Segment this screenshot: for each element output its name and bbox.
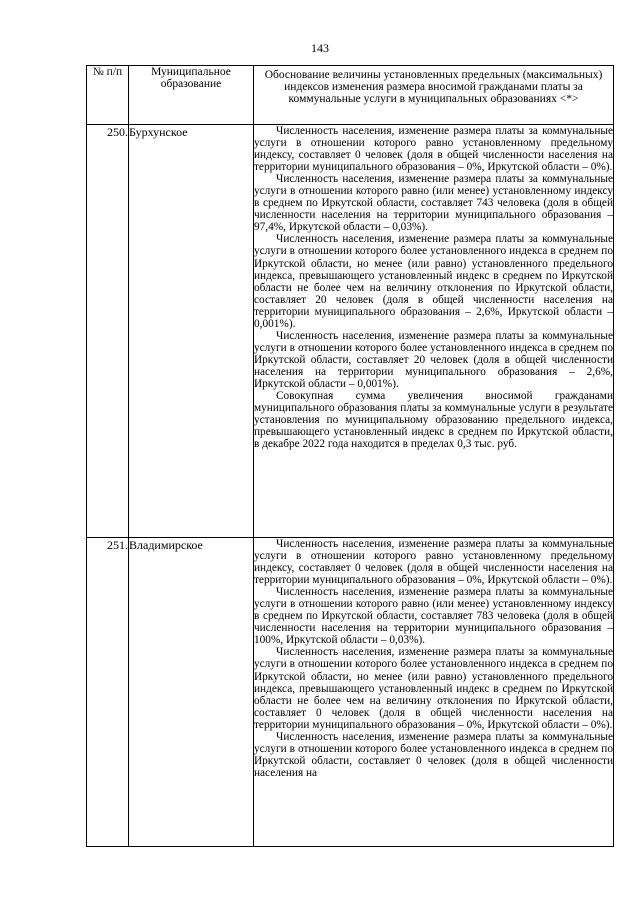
description-paragraph: Численность населения, изменение размера платы за коммунальные услуги в отношении которого равно (или менее) установленному индексу в среднем по Иркутской области, составляет 783 человека (доля в общей численности населения на территории муниципального образования – 100%, Иркутской области – 0,03%). [254,586,613,647]
description-paragraph: Численность населения, изменение размера платы за коммунальные услуги в отношении которого более установленного индекса в среднем по Иркутской области, но менее (или равно) установленного предельного индекса, превышающего установленный индекс в среднем по Иркутской области не более чем на величину отклонения по Иркутской области, составляет 0 человек (доля в общей численности населения на территории муниципального образования – 0%, Иркутской области – 0%). [254,646,613,731]
header-number: № п/п [87,66,129,125]
row-description [254,125,614,538]
description-paragraph: Численность населения, изменение размера платы за коммунальные услуги в отношении которого более установленного индекса в среднем по Иркутской области, составляет 20 человек (доля в общей численности населения на территории муниципального образования – 2,6%, Иркутской области – 0,001%). [254,329,613,390]
row-number: 250. [87,125,129,538]
description-paragraph: Численность населения, изменение размера платы за коммунальные услуги в отношении которого более установленного индекса в среднем по Иркутской области, составляет 0 человек (доля в общей численности населения на [254,730,613,779]
row-number: 251. [87,538,129,847]
description-paragraph: Численность населения, изменение размера платы за коммунальные услуги в отношении которого более установленного индекса в среднем по Иркутской области, но менее (или равно) установленного предельного индекса, превышающего установленный индекс в среднем по Иркутской области не более чем на величину отклонения по Иркутской области, составляет 20 человек (доля в общей численности населения на территории муниципального образования – 2,6%, Иркутской области – 0,001%). [254,233,613,330]
table-row [87,125,614,538]
municipality-name: Бурхунское [129,125,254,538]
header-description: Обоснование величины установленных предельных (максимальных) индексов изменения размера вносимой гражданами платы за коммунальные услуги в муниципальных образованиях <*> [254,66,614,125]
description-paragraph: Численность населения, изменение размера платы за коммунальные услуги в отношении которого равно установленному предельному индексу, составляет 0 человек (доля в общей численности населения на территории муниципального образования – 0%, Иркутской области – 0%). [254,538,613,587]
municipality-name: Владимирское [129,538,254,847]
row-description [254,538,614,847]
header-municipality: Муниципальное образование [129,66,254,125]
municipal-index-table [86,65,614,847]
description-paragraph: Численность населения, изменение размера платы за коммунальные услуги в отношении которого равно установленному предельному индексу, составляет 0 человек (доля в общей численности населения на территории муниципального образования – 0%, Иркутской области – 0%). [254,125,613,174]
description-paragraph: Численность населения, изменение размера платы за коммунальные услуги в отношении которого равно (или менее) установленному индексу в среднем по Иркутской области, составляет 743 человека (доля в общей численности населения на территории муниципального образования – 97,4%, Иркутской области – 0,03%). [254,173,613,234]
description-paragraph: Совокупная сумма увеличения вносимой гражданами муниципального образования платы за коммунальные услуги в результате установления по муниципальному образованию предельного индекса, превышающего установленный индекс в среднем по Иркутской области, в декабре 2022 года находится в пределах 0,3 тыс. руб. [254,390,613,451]
table-row [87,538,614,847]
page-number: 143 [311,41,329,55]
table-header-row [87,66,614,125]
